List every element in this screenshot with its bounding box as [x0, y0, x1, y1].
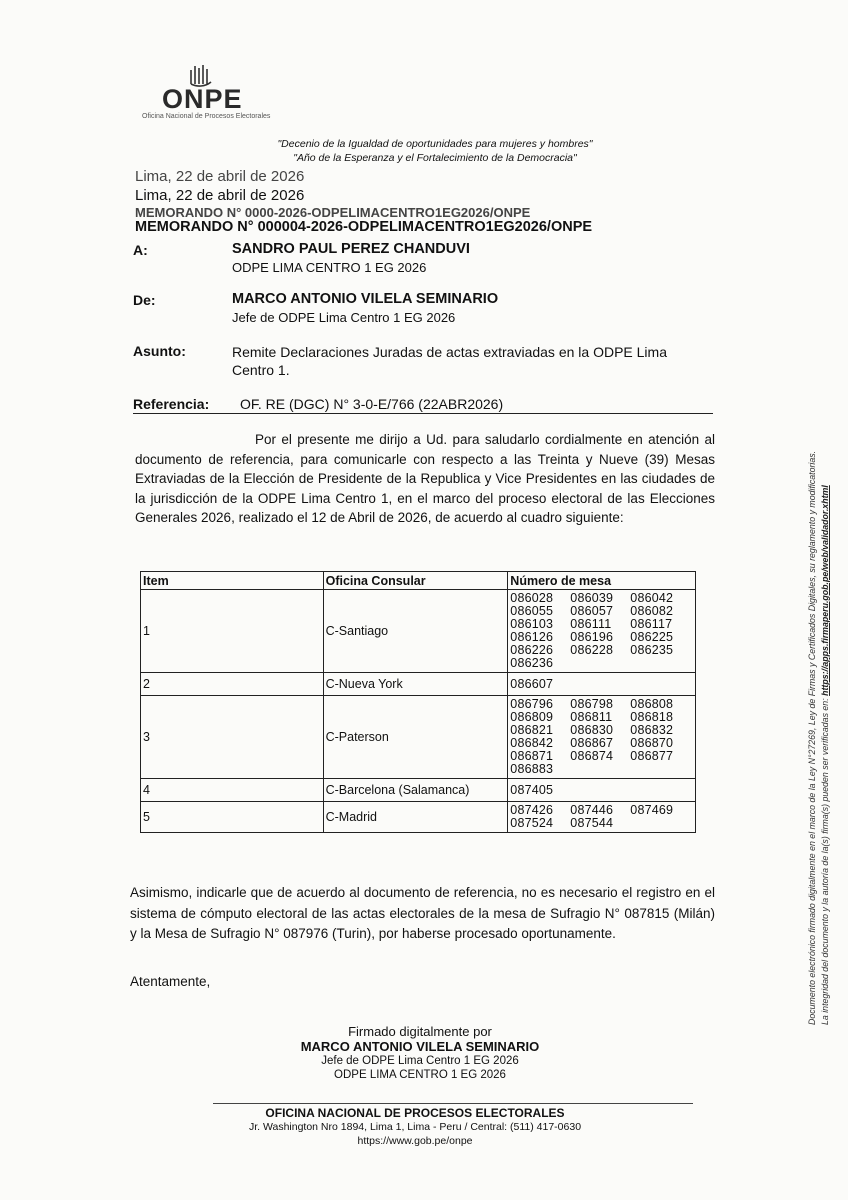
- signature-position: Jefe de ODPE Lima Centro 1 EG 2026: [321, 1055, 519, 1067]
- footer-org: OFICINA NACIONAL DE PROCESOS ELECTORALES: [265, 1106, 565, 1120]
- motto-line-2: "Año de la Esperanza y el Fortalecimiento de la Democracia": [293, 152, 577, 164]
- header-item: Item: [141, 572, 324, 590]
- footer-divider: [213, 1103, 693, 1104]
- mesa-number: 086039: [570, 591, 614, 605]
- from-label: De:: [133, 292, 156, 308]
- signature-line: Firmado digitalmente por: [348, 1024, 492, 1039]
- mesa-number-list: [510, 698, 693, 776]
- logo-wordmark: ONPE: [162, 84, 243, 114]
- mesa-number: 086607: [510, 676, 554, 691]
- mesa-number: 087469: [630, 803, 674, 817]
- table-header-row: [141, 572, 696, 590]
- mesa-number: 086808: [630, 697, 674, 711]
- from-position: Jefe de ODPE Lima Centro 1 EG 2026: [232, 310, 456, 325]
- mesa-number: 086126: [510, 630, 554, 644]
- mesa-number: 086226: [510, 643, 554, 657]
- mesa-number: 086235: [630, 643, 674, 657]
- mesa-number: 086082: [630, 604, 674, 618]
- mesa-number: 086883: [510, 762, 554, 776]
- cell-item: 4: [141, 779, 324, 802]
- mesa-number: 086057: [570, 604, 614, 618]
- mesa-number: 086874: [570, 749, 614, 763]
- mesa-number: 086228: [570, 643, 614, 657]
- signature-name: MARCO ANTONIO VILELA SEMINARIO: [300, 1039, 540, 1054]
- body-text: Por el presente me dirijo a Ud. para saludarlo cordialmente en atención al documento de referencia, para comunicarle con respecto a las Treinta y Nueve (39) Mesas Extraviadas de la Elección de Presidente de la Republica y Vice Presidentes en las ciudades de la jurisdicción de la ODPE Lima Centro 1, en el marco del proceso electoral de las Elecciones Generales 2026, realizado el 12 de Abril de 2026, de acuerdo al cuadro siguiente:: [135, 432, 715, 525]
- mesa-number: 087426: [510, 803, 554, 817]
- reference-text: OF. RE (DGC) N° 3-0-E/766 (22ABR2026): [240, 396, 504, 412]
- mesa-number: 086028: [510, 591, 554, 605]
- mesa-number: 086796: [510, 697, 554, 711]
- cell-item: 1: [141, 590, 324, 673]
- signature-office: ODPE LIMA CENTRO 1 EG 2026: [334, 1069, 506, 1081]
- to-label: A:: [133, 242, 148, 258]
- mesa-number: 087524: [510, 816, 554, 830]
- mesa-number: 086811: [570, 710, 613, 724]
- mesa-number-list: [510, 784, 693, 797]
- cell-numbers: [508, 673, 696, 696]
- digital-signature-note: [806, 451, 831, 1025]
- document-date: Lima, 22 de abril de 2026: [135, 187, 305, 204]
- mesa-number-list: [510, 678, 693, 691]
- from-name: MARCO ANTONIO VILELA SEMINARIO: [232, 291, 499, 307]
- lost-tables-table: [140, 571, 696, 833]
- side-note-line-2: [819, 451, 832, 1025]
- cell-numbers: [508, 590, 696, 673]
- mesa-number: 086809: [510, 710, 554, 724]
- cell-numbers: [508, 696, 696, 779]
- mesa-number: 086225: [630, 630, 674, 644]
- table-row: [141, 802, 696, 833]
- mesa-number: 087405: [510, 782, 554, 797]
- reference-label: Referencia:: [133, 396, 210, 412]
- footer: [200, 1106, 630, 1148]
- mesa-number-list: [510, 592, 693, 670]
- table-body: [141, 590, 696, 833]
- mesa-number: 086196: [570, 630, 614, 644]
- mesa-number: 086798: [570, 697, 614, 711]
- header-office: Oficina Consular: [323, 572, 508, 590]
- mesa-number: 087446: [570, 803, 614, 817]
- mesa-number: 086842: [510, 736, 554, 750]
- cell-office: C-Barcelona (Salamanca): [323, 779, 508, 802]
- header-numbers: Número de mesa: [508, 572, 696, 590]
- signature-block: [260, 1024, 580, 1082]
- cell-item: 5: [141, 802, 324, 833]
- mesa-number: 086236: [510, 656, 554, 670]
- table-row: [141, 590, 696, 673]
- footer-address: Jr. Washington Nro 1894, Lima 1, Lima - Peru / Central: (511) 417-0630: [248, 1121, 582, 1133]
- cell-office: C-Madrid: [323, 802, 508, 833]
- mesa-number: 087544: [570, 816, 614, 830]
- closing-paragraph: Asimismo, indicarle que de acuerdo al documento de referencia, no es necesario el registro en el sistema de cómputo electoral de las actas electorales de la mesa de Sufragio N° 087815 (Milán) y la Mesa de Sufragio N° 087976 (Turin), por haberse procesado oportunamente.: [130, 885, 715, 941]
- logo-subtitle: Oficina Nacional de Procesos Electorales: [142, 113, 271, 120]
- table-row: [141, 673, 696, 696]
- mesa-number: 086867: [570, 736, 614, 750]
- cell-numbers: [508, 802, 696, 833]
- salutation: Atentamente,: [130, 974, 211, 989]
- reference-divider: [133, 413, 713, 414]
- body-paragraph: [135, 430, 715, 528]
- mesa-number: 086111: [570, 617, 612, 631]
- mesa-number: 086830: [570, 723, 614, 737]
- cell-item: 3: [141, 696, 324, 779]
- side-note-prefix: La integridad del documento y la autoría de la(s) firma(s) pueden ser verificadas en:: [819, 698, 830, 1025]
- mesa-number: 086870: [630, 736, 674, 750]
- cell-office: C-Santiago: [323, 590, 508, 673]
- overprint-date: Lima, 22 de abril de 2026: [135, 168, 305, 185]
- cell-office: C-Nueva York: [323, 673, 508, 696]
- ballot-hand-icon: [187, 60, 217, 86]
- subject-label: Asunto:: [133, 343, 186, 359]
- mesa-number: 086117: [630, 617, 673, 631]
- motto-line-1: "Decenio de la Igualdad de oportunidades para mujeres y hombres": [277, 138, 593, 150]
- overprint-memo-number: MEMORANDO N° 0000-2026-ODPELIMACENTRO1EG2026/ONPE: [135, 205, 531, 220]
- mesa-number: 086877: [630, 749, 674, 763]
- mesa-number: 086103: [510, 617, 554, 631]
- mesa-number: 086821: [510, 723, 554, 737]
- footer-web[interactable]: https://www.gob.pe/onpe: [357, 1135, 473, 1147]
- table-row: [141, 696, 696, 779]
- to-name: SANDRO PAUL PEREZ CHANDUVI: [232, 241, 470, 257]
- side-note-line-1: Documento electrónico firmado digitalmente en el marco de la Ley N°27269, Ley de Firmas y Certificados Digitales, su reglamento y modificatorias.: [807, 450, 817, 1025]
- memo-number: MEMORANDO N° 000004-2026-ODPELIMACENTRO1EG2026/ONPE: [135, 219, 593, 235]
- mesa-number: 086832: [630, 723, 674, 737]
- table-row: [141, 779, 696, 802]
- to-office: ODPE LIMA CENTRO 1 EG 2026: [232, 260, 427, 275]
- mesa-number: 086042: [630, 591, 674, 605]
- mesa-number: 086818: [630, 710, 674, 724]
- validator-link[interactable]: https://apps.firmaperu.gob.pe/web/validador.xhtml: [819, 485, 830, 696]
- subject-text: Remite Declaraciones Juradas de actas extraviadas en la ODPE Lima Centro 1.: [232, 344, 667, 378]
- mesa-number-list: [510, 804, 693, 830]
- mesa-number: 086055: [510, 604, 554, 618]
- motto: [250, 137, 620, 165]
- cell-numbers: [508, 779, 696, 802]
- mesa-number: 086871: [510, 749, 554, 763]
- cell-item: 2: [141, 673, 324, 696]
- cell-office: C-Paterson: [323, 696, 508, 779]
